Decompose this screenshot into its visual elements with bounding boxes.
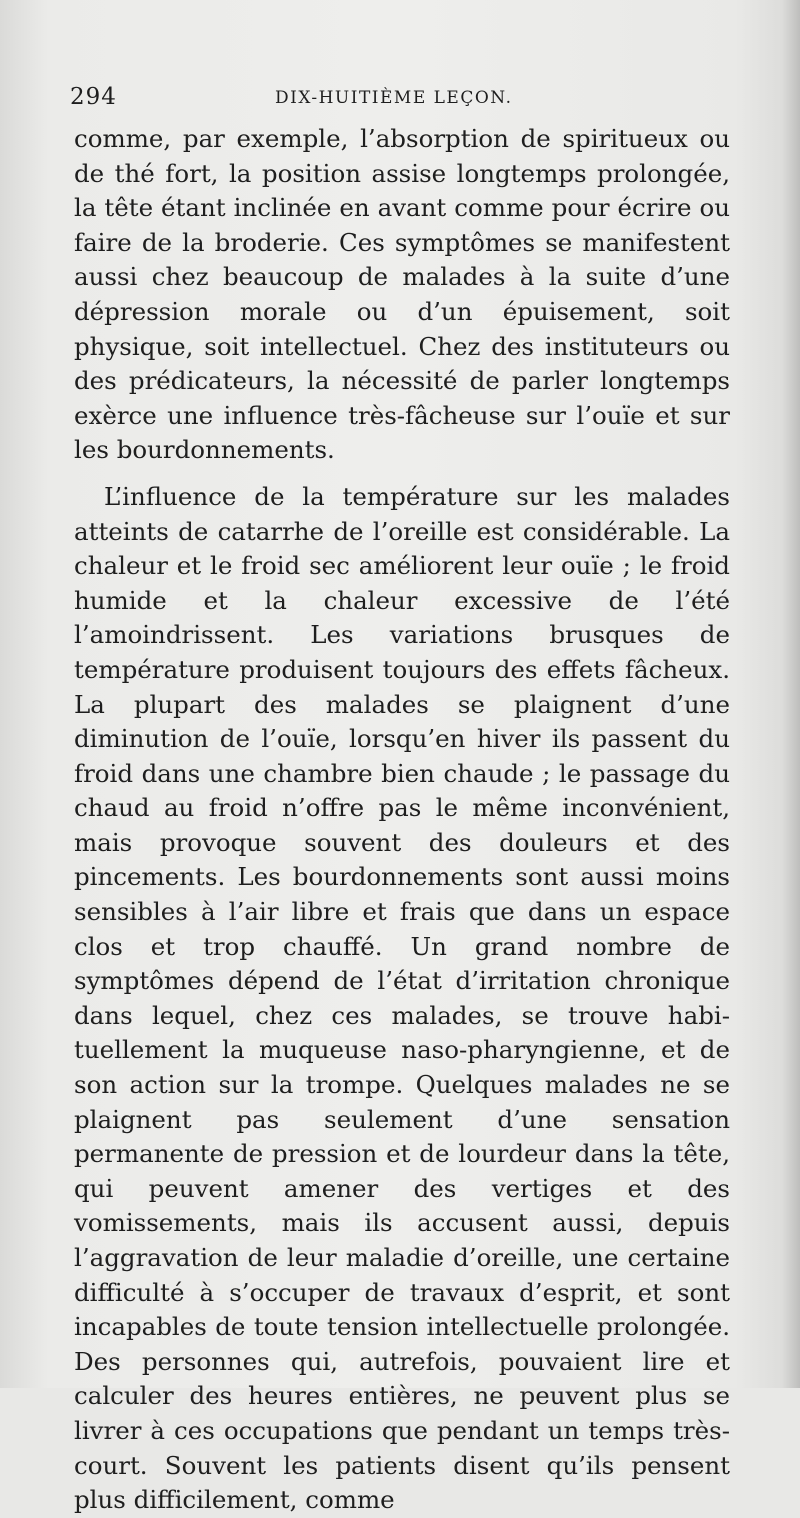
paragraph-temperature: L’influence de la température sur les malades atteints de catarrhe de l’oreille est considérable. La chaleur et le froid sec améliorent leur ouïe ; le froid humide et la chaleur excessive de l’été l’amoindrissent. Les variations brusques de température produisent toujours des effets fâcheux. La plupart des malades se plaignent d’une diminution de l’ouïe, lorsqu’en hiver ils passent du froid dans une chambre bien chaude ; le passage du chaud au froid n’offre pas le même inconvénient, mais provoque souvent des douleurs et des pincements. Les bourdonnements sont aussi moins sensibles à l’air libre et frais que dans un espace clos et trop chauffé. Un grand nombre de symptômes dépend de l’état d’irritation chronique dans lequel, chez ces malades, se trouve habituellement la muqueuse naso-pharyngienne, et de son action sur la trompe. Quelques malades ne se plaignent pas seulement d’une sensation permanente de pression et de lourdeur dans la tête, qui peuvent amener des vertiges et des vomissements, mais ils accusent aussi, depuis l’aggravation de leur maladie d’oreille, une certaine difficulté à s’occuper de travaux d’esprit, et sont incapables de toute tension intellectuelle prolongée. Des personnes qui, autrefois, pouvaient lire et calculer des heures entières, ne peuvent plus se livrer à ces occupations que pendant un temps très-court. Souvent les patients disent qu’ils pensent plus difficilement, comme	[74, 481, 730, 1515]
spine-shadow	[782, 0, 800, 1388]
paragraph-continued: comme, par exemple, l’absorption de spiritueux ou de thé fort, la position assise longtemps prolongée, la tête étant inclinée en avant comme pour écrire ou faire de la broderie. Ces symptômes se manifestent aussi chez beaucoup de malades à la suite d’une dépression morale ou d’un épuisement, soit physique, soit intellectuel. Chez des instituteurs ou des prédicateurs, la nécessité de parler longtemps exèrce une influence très-fâcheuse sur l’ouïe et sur les bourdonnements.	[74, 124, 730, 465]
page-number: 294	[70, 84, 117, 110]
running-head: DIX-HUITIÈME LEÇON.	[275, 88, 513, 108]
page-header	[70, 84, 720, 118]
body-text	[74, 122, 730, 1518]
